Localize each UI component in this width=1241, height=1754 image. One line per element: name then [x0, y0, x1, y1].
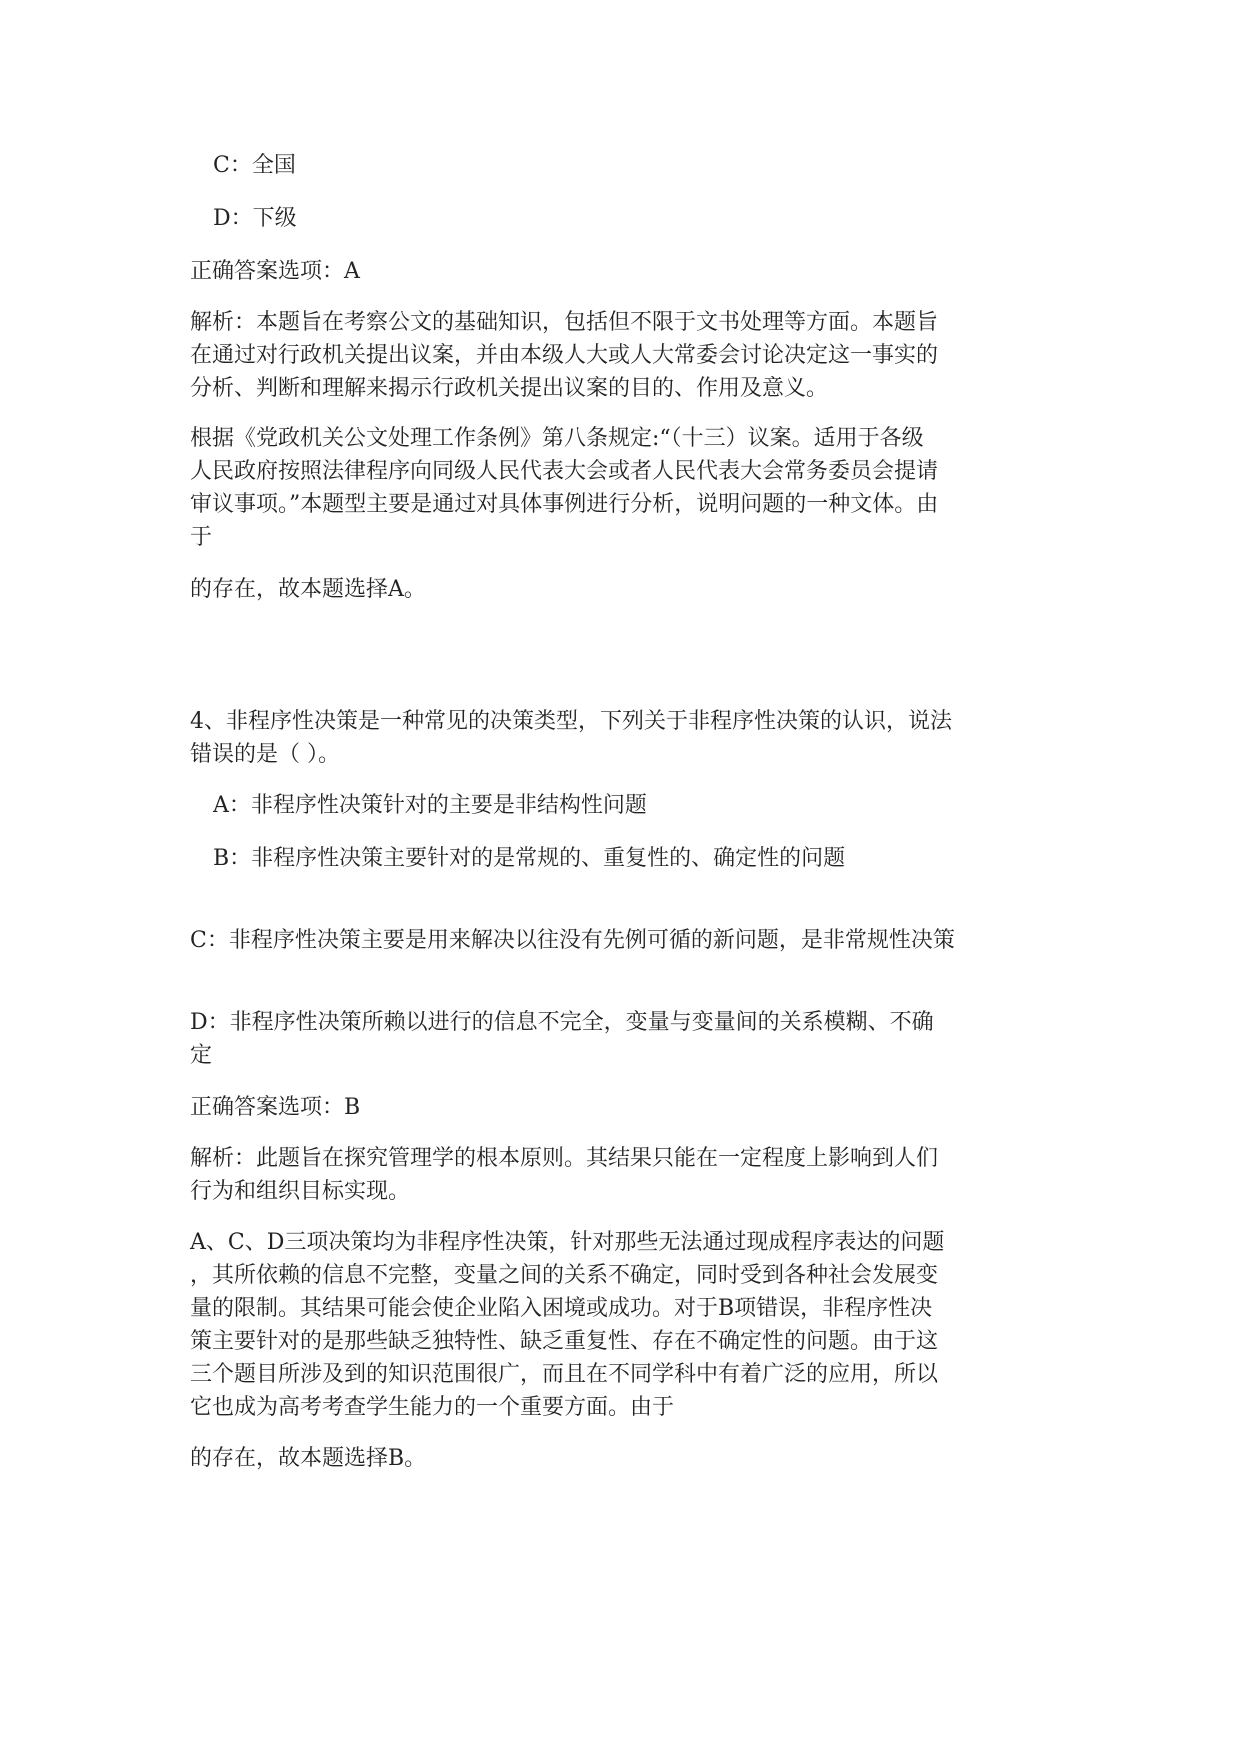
q4-analysis-line: 它也成为高考考查学生能力的一个重要方面。由于 — [190, 1395, 675, 1420]
q4-conclusion: 的存在，故本题选择B。 — [190, 1446, 427, 1471]
q4-option-d-line: 定 — [190, 1043, 213, 1068]
q3-analysis-line: 于 — [190, 525, 213, 550]
q4-analysis-line: 策主要针对的是那些缺乏独特性、缺乏重复性、存在不确定性的问题。由于这 — [190, 1329, 939, 1354]
q4-analysis-line: ，其所依赖的信息不完整，变量之间的关系不确定，同时受到各种社会发展变 — [190, 1263, 939, 1288]
q3-conclusion: 的存在，故本题选择A。 — [190, 577, 426, 602]
q4-answer: 正确答案选项：B — [190, 1095, 361, 1120]
q3-analysis-line: 审议事项。”本题型主要是通过对具体事例进行分析，说明问题的一种文体。由 — [190, 492, 939, 517]
q3-option-d: D：下级 — [213, 206, 297, 231]
q3-analysis-line: 根据《党政机关公文处理工作条例》第八条规定:“（十三）议案。适用于各级 — [190, 426, 924, 451]
q4-option-d-line: D：非程序性决策所赖以进行的信息不完全，变量与变量间的关系模糊、不确 — [190, 1010, 934, 1035]
q3-analysis-line: 人民政府按照法律程序向同级人民代表大会或者人民代表大会常务委员会提请 — [190, 459, 939, 484]
q4-option-a: A：非程序性决策针对的主要是非结构性问题 — [213, 793, 647, 818]
q4-analysis-line: 解析：此题旨在探究管理学的根本原则。其结果只能在一定程度上影响到人们 — [190, 1146, 939, 1171]
q4-analysis-line: 三个题目所涉及到的知识范围很广，而且在不同学科中有着广泛的应用，所以 — [190, 1362, 939, 1387]
q4-analysis-line: 量的限制。其结果可能会使企业陷入困境或成功。对于B项错误，非程序性决 — [190, 1296, 933, 1321]
q4-stem-line: 错误的是（ ）。 — [190, 742, 340, 767]
q3-analysis-line: 在通过对行政机关提出议案，并由本级人大或人大常委会讨论决定这一事实的 — [190, 343, 939, 368]
q4-analysis-line: A、C、D三项决策均为非程序性决策，针对那些无法通过现成程序表达的问题 — [190, 1230, 945, 1255]
q3-option-c: C：全国 — [213, 153, 296, 178]
q4-option-c: C：非程序性决策主要是用来解决以往没有先例可循的新问题，是非常规性决策 — [190, 928, 955, 953]
q4-stem-line: 4、非程序性决策是一种常见的决策类型，下列关于非程序性决策的认识，说法 — [190, 709, 952, 734]
q4-option-b: B：非程序性决策主要针对的是常规的、重复性的、确定性的问题 — [213, 846, 846, 871]
q3-answer: 正确答案选项：A — [190, 259, 360, 284]
q3-analysis-line: 解析：本题旨在考察公文的基础知识，包括但不限于文书处理等方面。本题旨 — [190, 310, 939, 335]
q3-analysis-line: 分析、判断和理解来揭示行政机关提出议案的目的、作用及意义。 — [190, 376, 829, 401]
q4-analysis-line: 行为和组织目标实现。 — [190, 1179, 411, 1204]
